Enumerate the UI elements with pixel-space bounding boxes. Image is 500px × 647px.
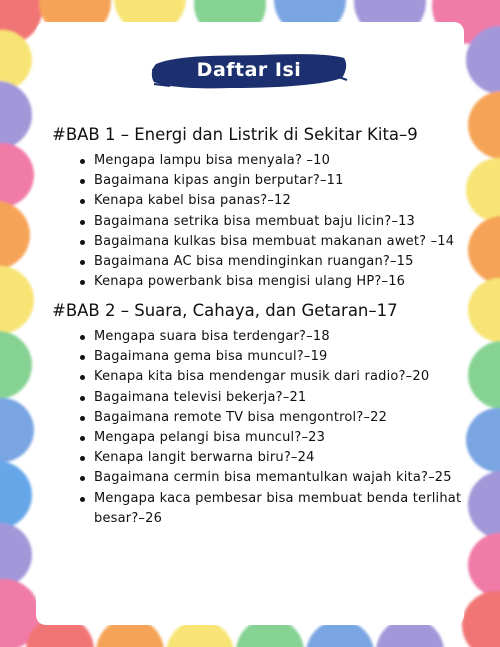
list-item: Kenapa kita bisa mendengar musik dari radio?–20 — [52, 367, 472, 387]
bullet-icon — [80, 335, 85, 340]
bullet-icon — [80, 436, 85, 441]
chapter-1-title: #BAB 1 – Energi dan Listrik di Sekitar Kita–9 — [52, 125, 418, 144]
list-item: Bagaimana setrika bisa membuat baju licin?–13 — [52, 212, 472, 232]
chapter-2-title: #BAB 2 – Suara, Cahaya, dan Getaran–17 — [52, 301, 398, 320]
list-item: Bagaimana televisi bekerja?–21 — [52, 388, 472, 408]
chapter-2-list — [52, 327, 472, 529]
list-item: Kenapa kabel bisa panas?–12 — [52, 191, 472, 211]
bullet-icon — [80, 159, 85, 164]
bullet-icon — [80, 355, 85, 360]
bullet-icon — [80, 497, 85, 502]
chapter-2 — [52, 300, 472, 529]
title-banner — [150, 50, 348, 94]
list-item: Bagaimana kulkas bisa membuat makanan awet? –14 — [52, 232, 472, 252]
list-item: Kenapa langit berwarna biru?–24 — [52, 448, 472, 468]
list-item: Bagaimana cermin bisa memantulkan wajah kita?–25 — [52, 468, 472, 488]
list-item: Bagaimana remote TV bisa mengontrol?–22 — [52, 408, 472, 428]
list-item: Mengapa lampu bisa menyala? –10 — [52, 151, 472, 171]
bullet-icon — [80, 396, 85, 401]
list-item: Mengapa kaca pembesar bisa membuat benda terlihat besar?–26 — [52, 489, 494, 529]
list-item: Bagaimana gema bisa muncul?–19 — [52, 347, 472, 367]
bullet-icon — [80, 220, 85, 225]
chapter-1 — [52, 124, 472, 292]
bullet-icon — [80, 375, 85, 380]
chapter-1-list — [52, 151, 472, 292]
bullet-icon — [80, 280, 85, 285]
bullet-icon — [80, 179, 85, 184]
list-item: Bagaimana AC bisa mendinginkan ruangan?–15 — [52, 252, 472, 272]
bullet-icon — [80, 240, 85, 245]
list-item: Kenapa powerbank bisa mengisi ulang HP?–16 — [52, 272, 472, 292]
list-item: Bagaimana kipas angin berputar?–11 — [52, 171, 472, 191]
list-item: Mengapa pelangi bisa muncul?–23 — [52, 428, 472, 448]
bullet-icon — [80, 476, 85, 481]
bullet-icon — [80, 456, 85, 461]
page-title: Daftar Isi — [196, 59, 302, 81]
bullet-icon — [80, 416, 85, 421]
bullet-icon — [80, 199, 85, 204]
list-item: Mengapa suara bisa terdengar?–18 — [52, 327, 472, 347]
bullet-icon — [80, 260, 85, 265]
